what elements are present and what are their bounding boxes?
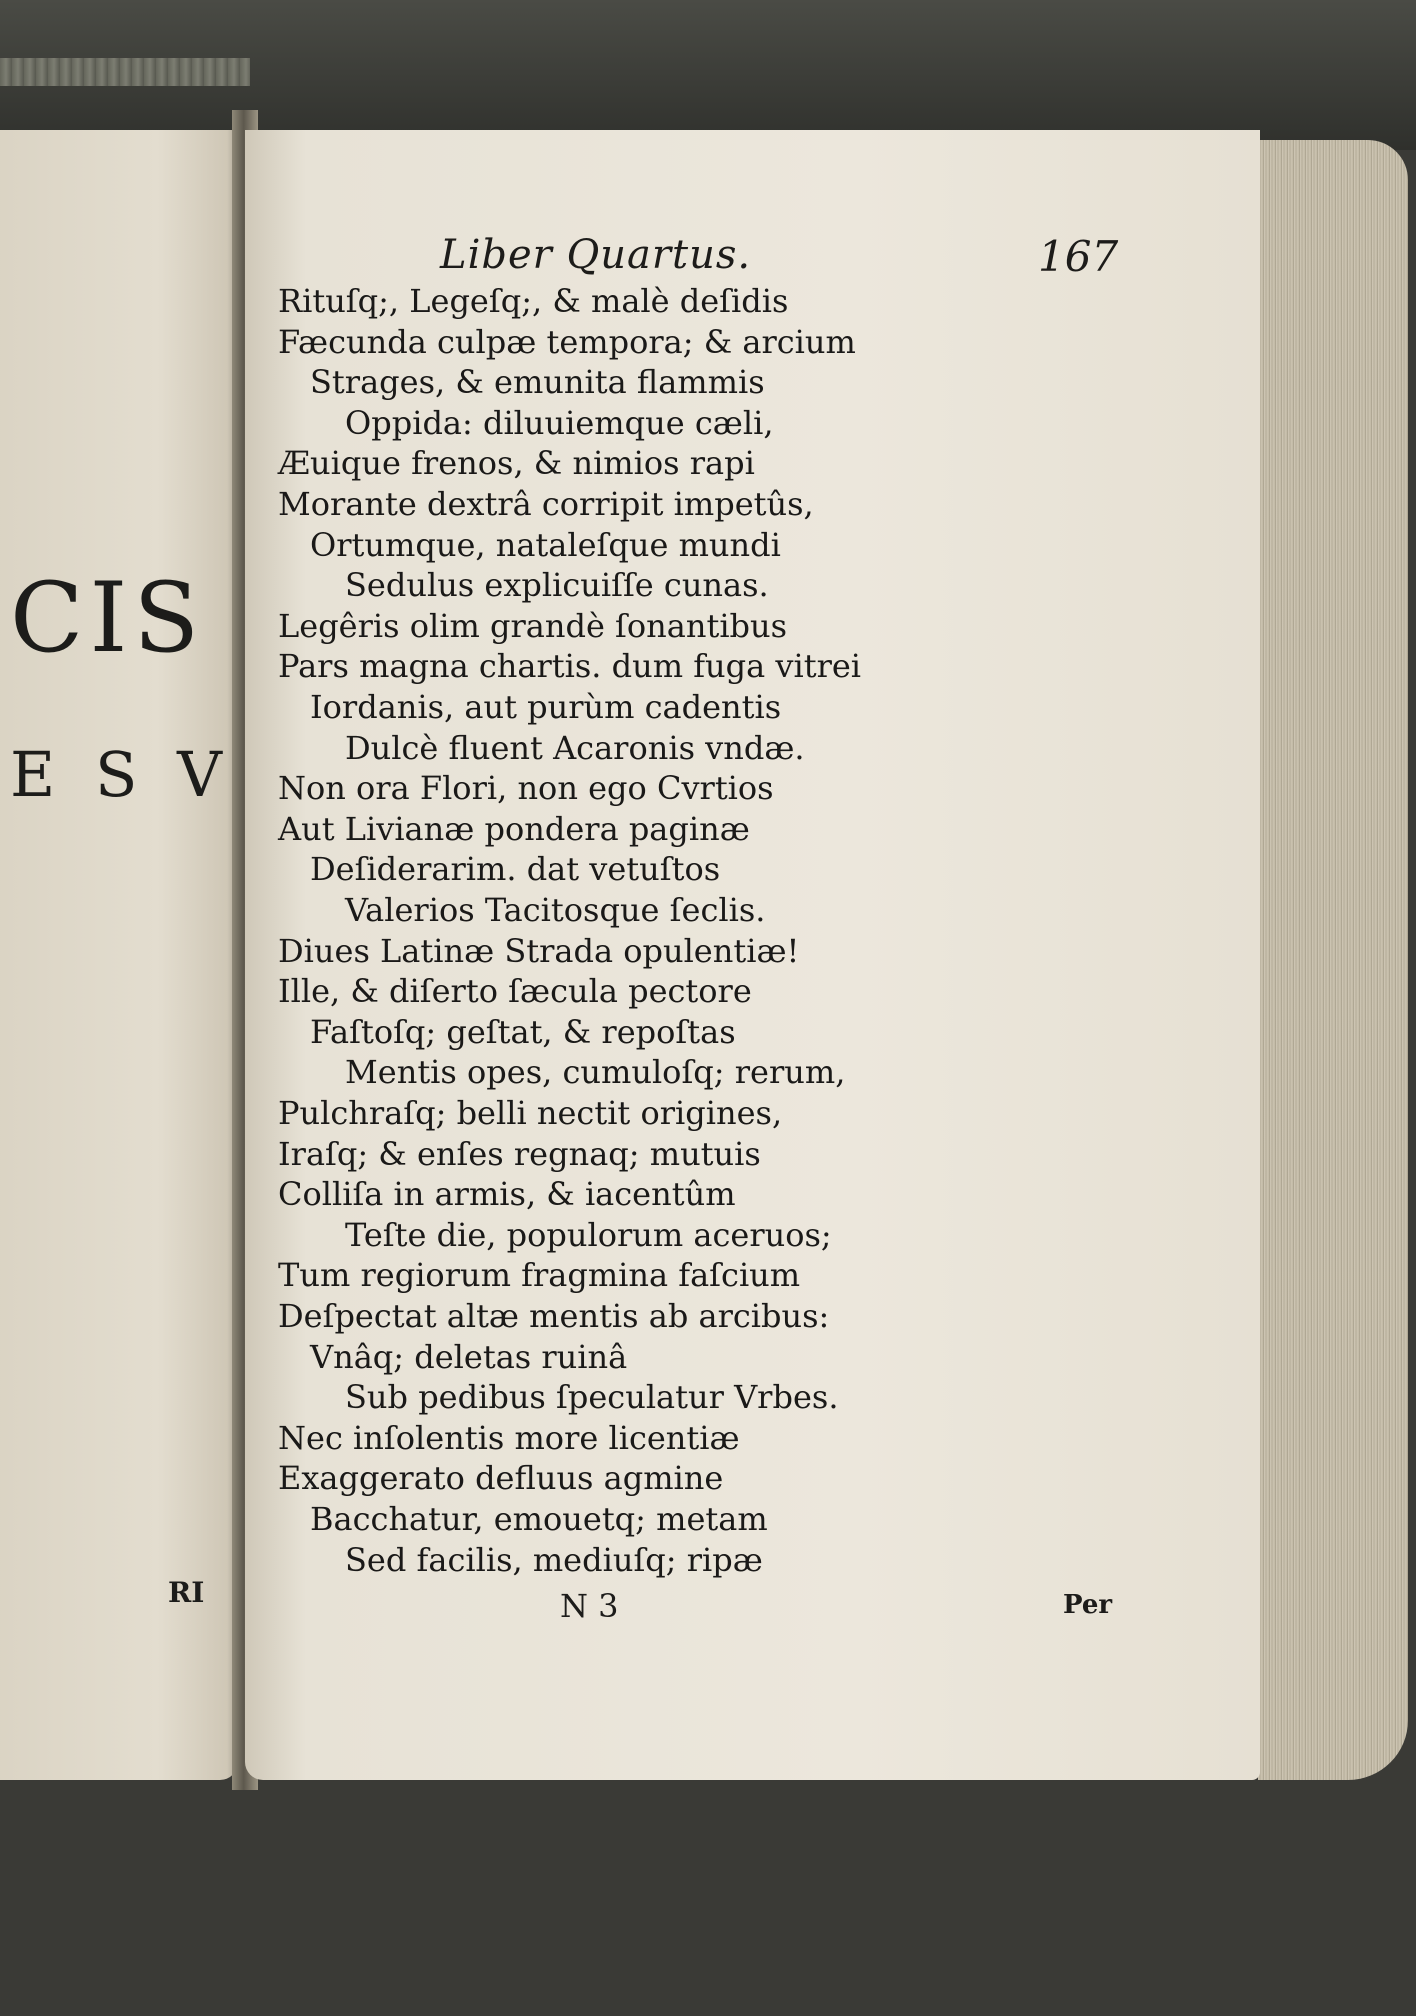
binding-headband xyxy=(0,58,250,86)
verse-line: Æuique frenos, & nimios rapi xyxy=(278,444,755,483)
page-number: 167 xyxy=(1038,232,1119,281)
verse-line: Faſtoſq; geſtat, & repoſtas xyxy=(310,1012,736,1051)
verse-line: Colliſa in armis, & iacentûm xyxy=(278,1175,736,1214)
verse-line: Valerios Tacitosque ſeclis. xyxy=(345,891,766,929)
verse-line: Mentis opes, cumuloſq; rerum, xyxy=(345,1053,846,1092)
verse-line: Dulcè fluent Acaronis vndæ. xyxy=(345,728,805,767)
verse-line: Tum regiorum fragmina faſcium xyxy=(278,1256,801,1295)
verse-line: Exaggerato defluus agmine xyxy=(278,1459,724,1498)
left-page xyxy=(0,130,238,1780)
verse-line: Iordanis, aut purùm cadentis xyxy=(310,688,782,726)
verse-line: Pulchraſq; belli nectit origines, xyxy=(278,1094,783,1132)
verse-line: Sub pedibus ſpeculatur Vrbes. xyxy=(345,1378,839,1417)
page-edges xyxy=(1258,140,1408,1780)
verse-line: Nec inſolentis more licentiæ xyxy=(278,1418,740,1457)
verse-line: Diues Latinæ Strada opulentiæ! xyxy=(278,931,800,970)
verse-line: Sed facilis, mediuſq; ripæ xyxy=(345,1540,763,1579)
verse-line: Ille, & diſerto ſæcula pectore xyxy=(278,972,752,1011)
verse-line: Deſpectat altæ mentis ab arcibus: xyxy=(278,1297,830,1335)
left-page-fragment: E S V xyxy=(10,738,232,811)
verse-line: Deſiderarim. dat vetuſtos xyxy=(310,850,721,889)
verse-line: Teſte die, populorum aceruos; xyxy=(345,1215,832,1254)
verse-line: Aut Livianæ pondera paginæ xyxy=(278,809,750,848)
left-page-fragment: RI xyxy=(168,1576,205,1609)
verse-line: Strages, & emunita flammis xyxy=(310,363,765,402)
verse-line: Oppida: diluuiemque cæli, xyxy=(345,403,774,442)
verse-line: Iraſq; & enſes regnaq; mutuis xyxy=(278,1134,761,1173)
verse-line: Rituſq;, Legeſq;, & malè deſidis xyxy=(278,282,789,320)
verse-line: Non ora Flori, non ego Cvrtios xyxy=(278,769,774,808)
verse-line: Fæcunda culpæ tempora; & arcium xyxy=(278,322,856,361)
verse-line: Bacchatur, emouetq; metam xyxy=(310,1500,768,1538)
catchword: Per xyxy=(1063,1590,1113,1620)
verse-line: Vnâq; deletas ruinâ xyxy=(310,1337,628,1376)
verse-line: Sedulus explicuiſſe cunas. xyxy=(345,566,769,605)
verse-line: Pars magna chartis. dum fuga vitrei xyxy=(278,647,862,686)
verse-line: Ortumque, nataleſque mundi xyxy=(310,525,781,564)
left-page-fragment: CIS xyxy=(10,562,206,674)
verse-line: Legêris olim grandè ſonantibus xyxy=(278,606,788,645)
verse-line: Morante dextrâ corripit impetûs, xyxy=(278,485,814,523)
running-head: Liber Quartus. xyxy=(440,232,752,278)
signature-mark: N 3 xyxy=(560,1587,619,1625)
